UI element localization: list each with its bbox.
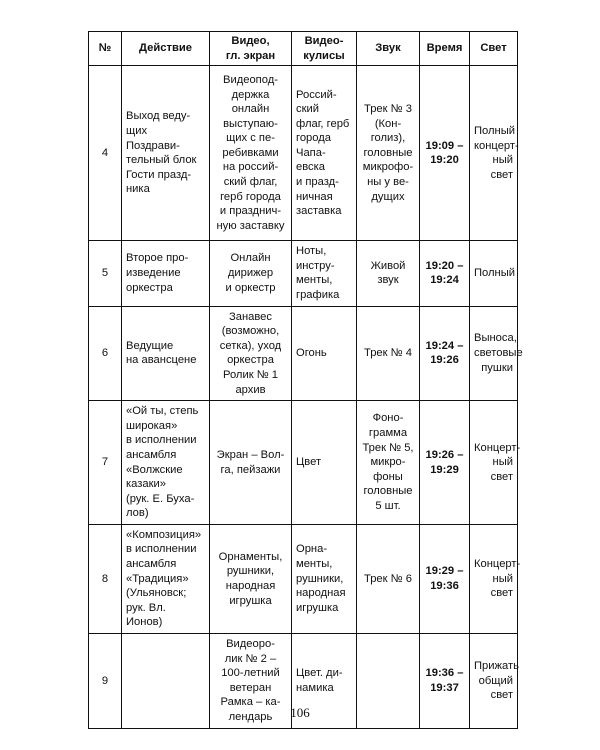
cell-light: Концерт- ный свет [470, 524, 518, 633]
cell-sound: Трек № 3 (Кон- голиз), головные микрофо- ны у ве- дущих [357, 66, 420, 241]
cell-video-main: Онлайн дирижер и оркестр [210, 241, 292, 306]
cell-light: Полный концерт- ный свет [470, 66, 518, 241]
cell-video-main: Орнаменты, рушники, народная игрушка [210, 524, 292, 633]
cell-sound: Трек № 4 [357, 306, 420, 401]
cell-time: 19:26 – 19:29 [420, 401, 470, 525]
cell-action: Выход веду- щих Поздрави- тельный блок Гости празд- ника [122, 66, 210, 241]
table-row [89, 66, 518, 241]
cell-video-wings: Цвет. ди- намика [292, 634, 357, 729]
cell-video-wings: Россий- ский флаг, герб города Чапа- евска и празд- ничная заставка [292, 66, 357, 241]
cell-time: 19:20 – 19:24 [420, 241, 470, 306]
table-row [89, 401, 518, 525]
cell-sound: Живой звук [357, 241, 420, 306]
cell-time: 19:29 – 19:36 [420, 524, 470, 633]
cell-num: 9 [89, 634, 122, 729]
cell-action: «Композиция» в исполнении ансамбля «Традиция» (Ульяновск; рук. Вл. Ионов) [122, 524, 210, 633]
schedule-table [88, 31, 523, 729]
cell-num: 6 [89, 306, 122, 401]
cell-time: 19:24 – 19:26 [420, 306, 470, 401]
cell-light: Прижать общий свет [470, 634, 518, 729]
cell-num: 7 [89, 401, 122, 525]
header-action: Действие [122, 32, 210, 66]
cell-video-main: Видеоро- лик № 2 – 100-летний ветеран Рамка – ка- лендарь [210, 634, 292, 729]
table-row [89, 306, 518, 401]
header-video-wings: Видео- кулисы [292, 32, 357, 66]
header-row [89, 32, 518, 66]
cell-action: Второе про- изведение оркестра [122, 241, 210, 306]
table-row [89, 524, 518, 633]
cell-num: 8 [89, 524, 122, 633]
header-light: Свет [470, 32, 518, 66]
cell-video-main: Видеопод- держка онлайн выступаю- щих с пе- ребивками на россий- ский флаг, герб города и празднич- ную заставку [210, 66, 292, 241]
cell-light: Концерт- ный свет [470, 401, 518, 525]
header-video-main: Видео, гл. экран [210, 32, 292, 66]
cell-video-wings: Орна- менты, рушники, народная игрушка [292, 524, 357, 633]
cell-light: Выноса, световые пушки [470, 306, 518, 401]
cell-video-main: Занавес (возможно, сетка), уход оркестра Ролик № 1 архив [210, 306, 292, 401]
table-row [89, 241, 518, 306]
cell-num: 4 [89, 66, 122, 241]
cell-video-wings: Огонь [292, 306, 357, 401]
cell-video-wings: Цвет [292, 401, 357, 525]
page-number: 106 [290, 705, 310, 720]
cell-num: 5 [89, 241, 122, 306]
cell-light: Полный [470, 241, 518, 306]
cell-time: 19:36 – 19:37 [420, 634, 470, 729]
cell-sound: Фоно- грамма Трек № 5, микро- фоны головные 5 шт. [357, 401, 420, 525]
cell-video-wings: Ноты, инстру- менты, графика [292, 241, 357, 306]
cell-time: 19:09 – 19:20 [420, 66, 470, 241]
cell-sound: Трек № 6 [357, 524, 420, 633]
cell-video-main: Экран – Вол- га, пейзажи [210, 401, 292, 525]
header-sound: Звук [357, 32, 420, 66]
header-num: № [89, 32, 122, 66]
header-time: Время [420, 32, 470, 66]
cell-action: «Ой ты, степь широкая» в исполнении ансамбля «Волжские казаки» (рук. Е. Буха- лов) [122, 401, 210, 525]
cell-action: Ведущие на авансцене [122, 306, 210, 401]
